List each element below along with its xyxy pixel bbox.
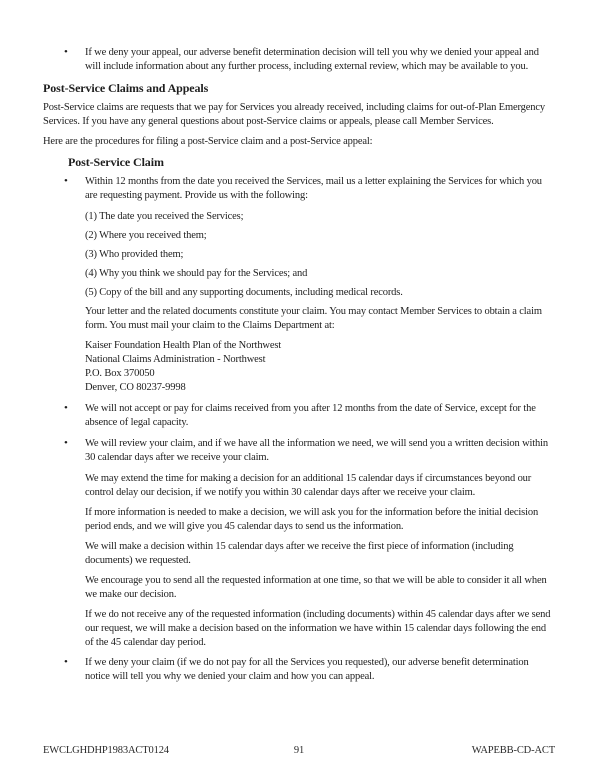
sub-paragraph: If more information is needed to make a decision, we will ask you for the information before the initial decision period ends, and we will give you 45 calendar days to send us the information.	[85, 507, 539, 532]
address-block	[43, 339, 555, 395]
bullet-item	[43, 402, 555, 430]
sub-paragraph: If we do not receive any of the requested information (including documents) within 45 calendar days after we send our request, we will make a decision based on the information we have within 15 calendar days following the end of the 45 calendar day period.	[85, 609, 551, 648]
numbered-item: (5) Copy of the bill and any supporting documents, including medical records.	[85, 287, 403, 298]
bullet-marker-icon: •	[64, 656, 68, 668]
address-line: National Claims Administration - Northwest	[85, 354, 266, 365]
bullet-marker-icon: •	[64, 437, 68, 449]
bullet-text: We will not accept or pay for claims received from you after 12 months from the date of Service, except for the absence of legal capacity.	[85, 403, 536, 428]
sub-paragraph: We encourage you to send all the requested information at one time, so that we will be able to consider it all when we make our decision.	[85, 575, 547, 600]
paragraph: Post-Service claims are requests that we pay for Services you already received, including claims for out-of-Plan Emergency Services. If you have any general questions about post-Service claims or appeals, please call Member Services.	[43, 102, 545, 127]
address-line: Kaiser Foundation Health Plan of the Northwest	[85, 340, 282, 351]
bullet-marker-icon: •	[64, 402, 68, 414]
numbered-item: (4) Why you think we should pay for the Services; and	[85, 268, 308, 279]
bullet-item	[43, 46, 555, 74]
address-line: Denver, CO 80237-9998	[85, 382, 186, 393]
bullet-item	[43, 175, 555, 203]
sub-paragraph: We will make a decision within 15 calendar days after we receive the first piece of information (including documents) we requested.	[85, 541, 514, 566]
bullet-text: If we deny your claim (if we do not pay for all the Services you requested), our adverse benefit determination notice will tell you why we denied your claim and how you can appeal.	[85, 657, 529, 682]
bullet-item	[43, 656, 555, 684]
page-number: 91	[293, 745, 305, 756]
paragraph: Here are the procedures for filing a post-Service claim and a post-Service appeal:	[43, 136, 373, 147]
bullet-text: We will review your claim, and if we have all the information we need, we will send you a written decision within 30 calendar days after we receive your claim.	[85, 438, 549, 463]
numbered-item: (2) Where you received them;	[85, 230, 207, 241]
bullet-item	[43, 437, 555, 465]
section-heading: Post-Service Claims and Appeals	[43, 81, 209, 95]
numbered-item: (1) The date you received the Services;	[85, 211, 244, 222]
subsection-heading: Post-Service Claim	[68, 155, 164, 169]
sub-paragraph: Your letter and the related documents constitute your claim. You may contact Member Services to obtain a claim form. You must mail your claim to the Claims Department at:	[85, 306, 542, 331]
footer-right-code: WAPEBB-CD-ACT	[471, 745, 556, 756]
footer-left-code: EWCLGHDHP1983ACT0124	[43, 745, 169, 756]
bullet-marker-icon: •	[64, 175, 68, 187]
page-footer	[43, 744, 555, 758]
bullet-text: If we deny your appeal, our adverse benefit determination decision will tell you why we denied your appeal and will include information about any further process, including external review, which may be available to you.	[85, 47, 539, 72]
bullet-text: Within 12 months from the date you received the Services, mail us a letter explaining the Services for which you are requesting payment. Provide us with the following:	[85, 176, 542, 201]
bullet-marker-icon: •	[64, 46, 68, 58]
sub-paragraph: We may extend the time for making a decision for an additional 15 calendar days if circumstances beyond our control delay our decision, if we notify you within 30 calendar days after we receive your claim.	[85, 473, 532, 498]
numbered-item: (3) Who provided them;	[85, 249, 184, 260]
address-line: P.O. Box 370050	[85, 368, 155, 379]
